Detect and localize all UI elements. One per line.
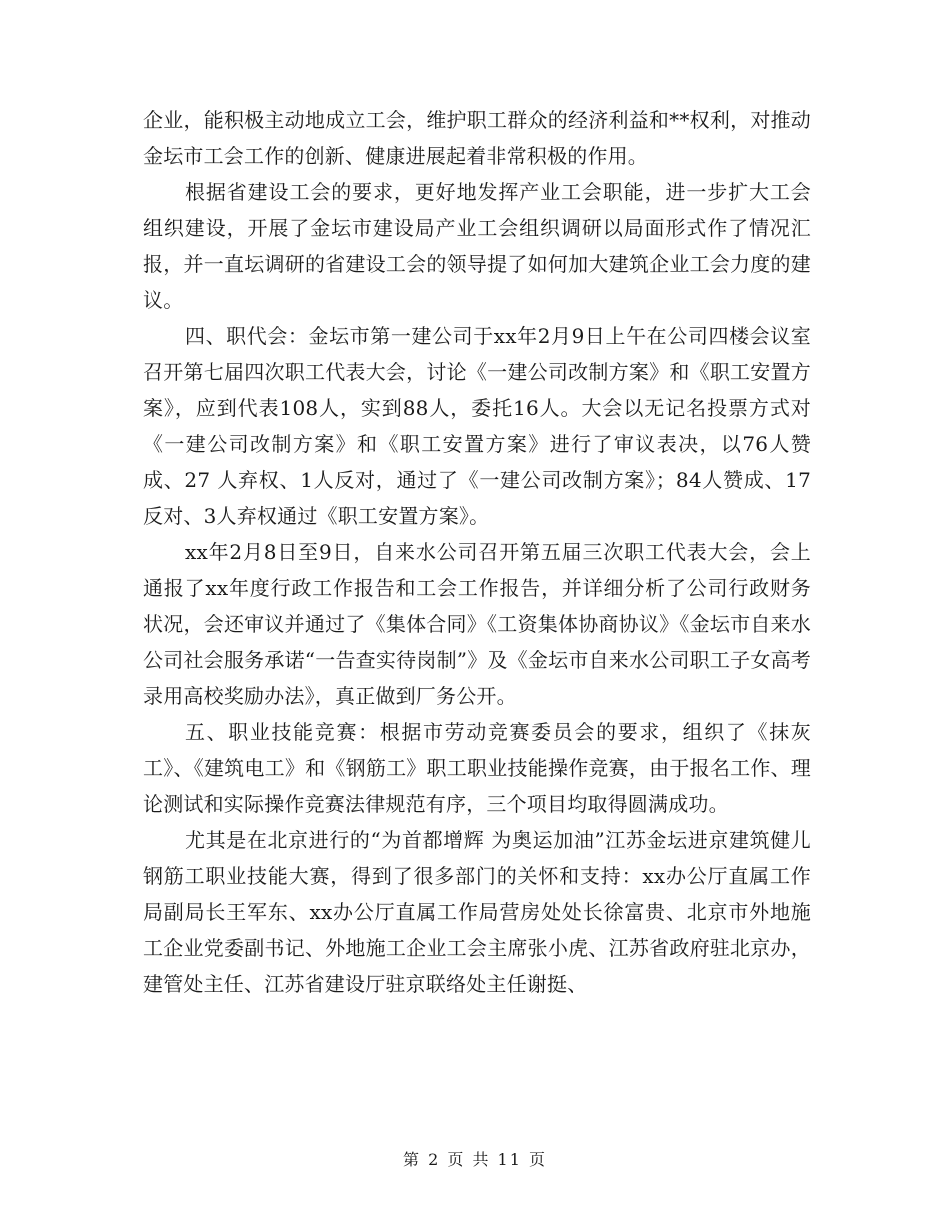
paragraph-6: 尤其是在北京进行的“为首都增辉 为奥运加油”江苏金坛进京建筑健儿钢筋工职业技能大赛，得到了很多部门的关怀和支持：xx办公厅直属工作局副局长王军东、xx办公厅直属工作局营房处处长徐富贵、北京市外地施工企业党委副书记、外地施工企业工会主席张小虎、江苏省政府驻北京办，建管处主任、江苏省建设厅驻京联络处主任谢挺、 [143, 828, 811, 996]
paragraph-3: 四、职代会：金坛市第一建公司于xx年2月9日上午在公司四楼会议室召开第七届四次职工代表大会，讨论《一建公司改制方案》和《职工安置方案》，应到代表108人，实到88人，委托16人。大会以无记名投票方式对《一建公司改制方案》和《职工安置方案》进行了审议表决，以76人赞成、27 人弃权、1人反对，通过了《一建公司改制方案》；84人赞成、17反对、3人弃权通过《职工安置方案》。 [143, 324, 811, 528]
page-number: 第 2 页 共 11 页 [403, 1150, 547, 1169]
paragraph-5: 五、职业技能竞赛：根据市劳动竞赛委员会的要求，组织了《抹灰工》、《建筑电工》和《钢筋工》职工职业技能操作竞赛，由于报名工作、理论测试和实际操作竞赛法律规范有序，三个项目均取得圆满成功。 [143, 720, 811, 816]
document-body [143, 102, 811, 1002]
page-footer [0, 1150, 950, 1170]
paragraph-4: xx年2月8日至9日，自来水公司召开第五届三次职工代表大会，会上通报了xx年度行政工作报告和工会工作报告，并详细分析了公司行政财务状况，会还审议并通过了《集体合同》《工资集体协商协议》《金坛市自来水公司社会服务承诺“一告查实待岗制”》及《金坛市自来水公司职工子女高考录用高校奖励办法》，真正做到厂务公开。 [143, 540, 811, 708]
paragraph-2: 根据省建设工会的要求，更好地发挥产业工会职能，进一步扩大工会组织建设，开展了金坛市建设局产业工会组织调研以局面形式作了情况汇报，并一直坛调研的省建设工会的领导提了如何加大建筑企业工会力度的建议。 [143, 180, 811, 312]
paragraph-1: 企业，能积极主动地成立工会，维护职工群众的经济利益和**权利，对推动金坛市工会工作的创新、健康进展起着非常积极的作用。 [143, 108, 811, 168]
